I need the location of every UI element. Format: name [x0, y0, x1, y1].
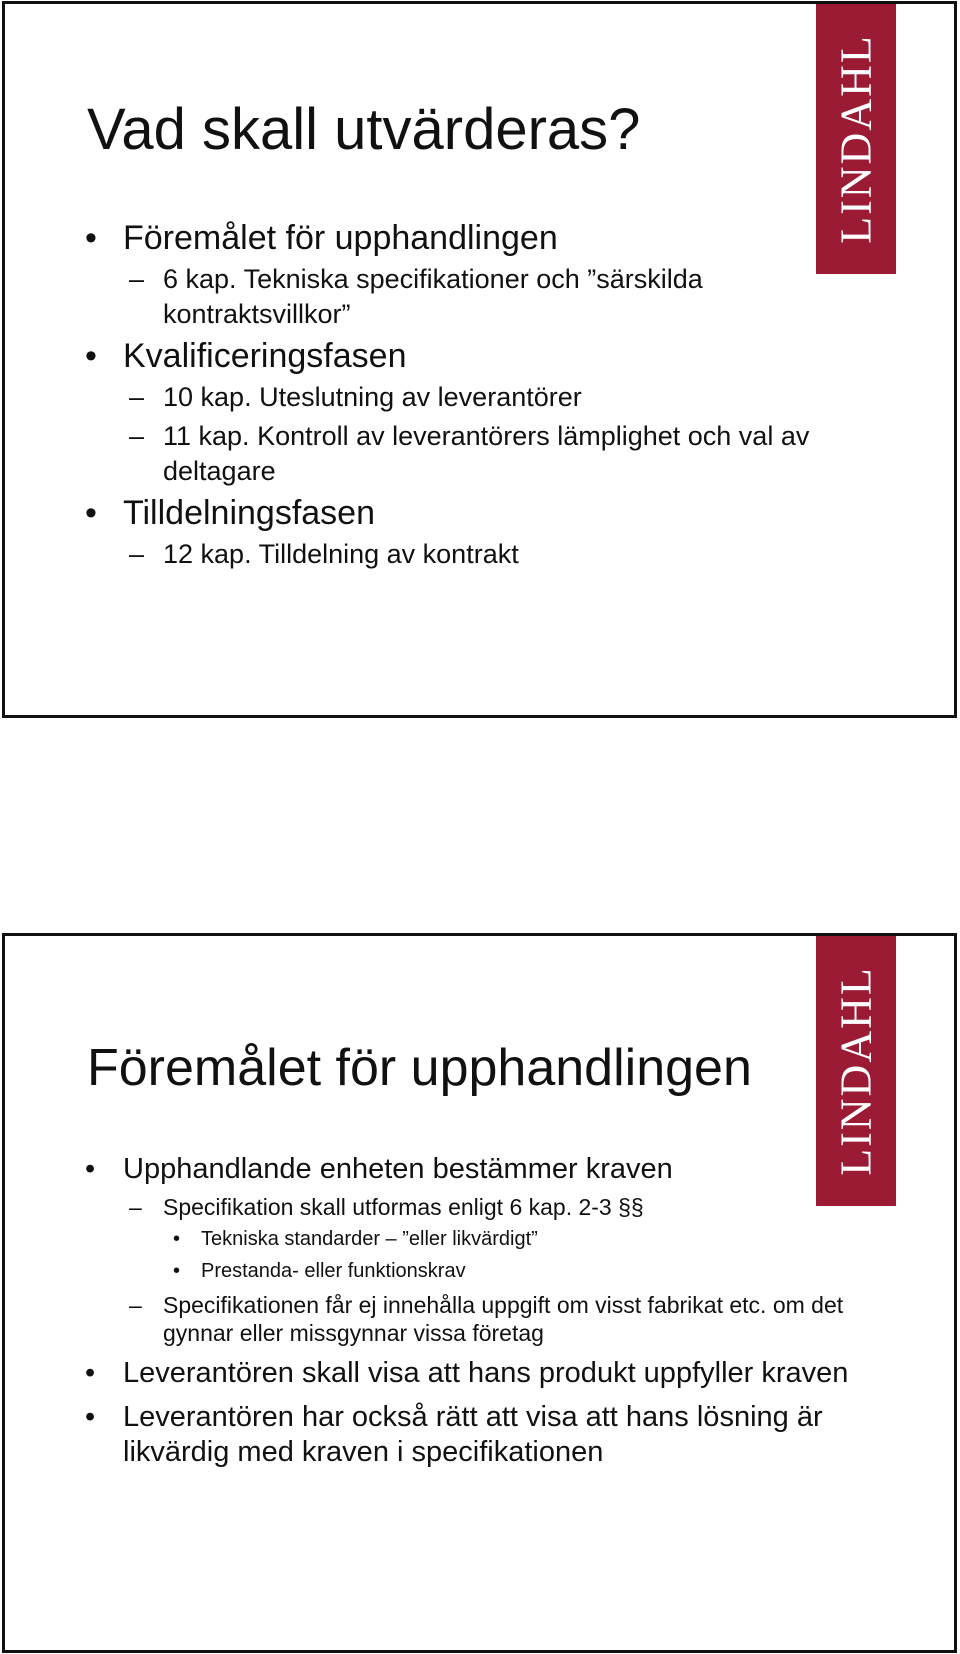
bullet-list [85, 1143, 894, 1470]
dash-marker-icon: – [129, 421, 145, 451]
bullet-level-2 [85, 380, 894, 415]
slide-title: Föremålet för upphandlingen [87, 1039, 752, 1097]
dash-marker-icon: – [129, 539, 145, 569]
bullet-level-1 [85, 1356, 894, 1391]
bullet-level-2 [85, 537, 894, 572]
dash-marker-icon: – [129, 1292, 142, 1318]
bullet-text: Specifikationen får ej innehålla uppgift om visst fabrikat etc. om det gynnar eller missgynnar vissa företag [163, 1292, 844, 1346]
bullet-text: 10 kap. Uteslutning av leverantörer [163, 382, 582, 412]
bullet-marker-icon: • [173, 1228, 181, 1250]
bullet-text: Prestanda- eller funktionskrav [201, 1260, 466, 1282]
bullet-marker-icon: • [85, 494, 97, 532]
dash-marker-icon: – [129, 1194, 142, 1220]
bullet-level-1 [85, 493, 894, 533]
bullet-marker-icon: • [85, 337, 97, 375]
bullet-text: Föremålet för upphandlingen [123, 219, 558, 257]
slide-title: Vad skall utvärderas? [87, 97, 641, 162]
dash-marker-icon: – [129, 382, 145, 412]
bullet-text: Tilldelningsfasen [123, 494, 375, 532]
dash-marker-icon: – [129, 264, 145, 294]
logo-text: LINDAHL [831, 966, 881, 1176]
bullet-level-1 [85, 336, 894, 376]
bullet-level-2 [85, 1291, 894, 1347]
bullet-marker-icon: • [85, 219, 97, 257]
bullet-marker-icon: • [85, 1401, 96, 1433]
bullet-text: 11 kap. Kontroll av leverantörers lämplighet och val av deltagare [163, 421, 810, 486]
bullet-level-2 [85, 419, 894, 489]
bullet-marker-icon: • [85, 1357, 96, 1389]
slide-2 [2, 933, 957, 1653]
bullet-list [85, 214, 894, 572]
logo-text: LINDAHL [831, 34, 881, 244]
bullet-level-2 [85, 1193, 894, 1221]
bullet-text: Upphandlande enheten bestämmer kraven [123, 1153, 673, 1185]
bullet-text: 12 kap. Tilldelning av kontrakt [163, 539, 519, 569]
slide-1 [2, 1, 957, 718]
bullet-level-1 [85, 1152, 894, 1187]
bullet-text: Tekniska standarder – ”eller likvärdigt” [201, 1228, 538, 1250]
bullet-text: Leverantören skall visa att hans produkt uppfyller kraven [123, 1357, 849, 1389]
bullet-text: Specifikation skall utformas enligt 6 kap. 2-3 §§ [163, 1194, 644, 1220]
bullet-marker-icon: • [85, 1153, 96, 1185]
bullet-level-3 [85, 1226, 894, 1253]
bullet-text: Leverantören har också rätt att visa att hans lösning är likvärdig med kraven i specifikationen [123, 1401, 823, 1468]
bullet-level-1 [85, 1400, 894, 1470]
bullet-level-1 [85, 218, 894, 258]
bullet-level-2 [85, 262, 894, 332]
bullet-text: 6 kap. Tekniska specifikationer och ”särskilda kontraktsvillkor” [163, 264, 703, 329]
bullet-level-3 [85, 1258, 894, 1285]
bullet-text: Kvalificeringsfasen [123, 337, 407, 375]
bullet-marker-icon: • [173, 1260, 181, 1282]
